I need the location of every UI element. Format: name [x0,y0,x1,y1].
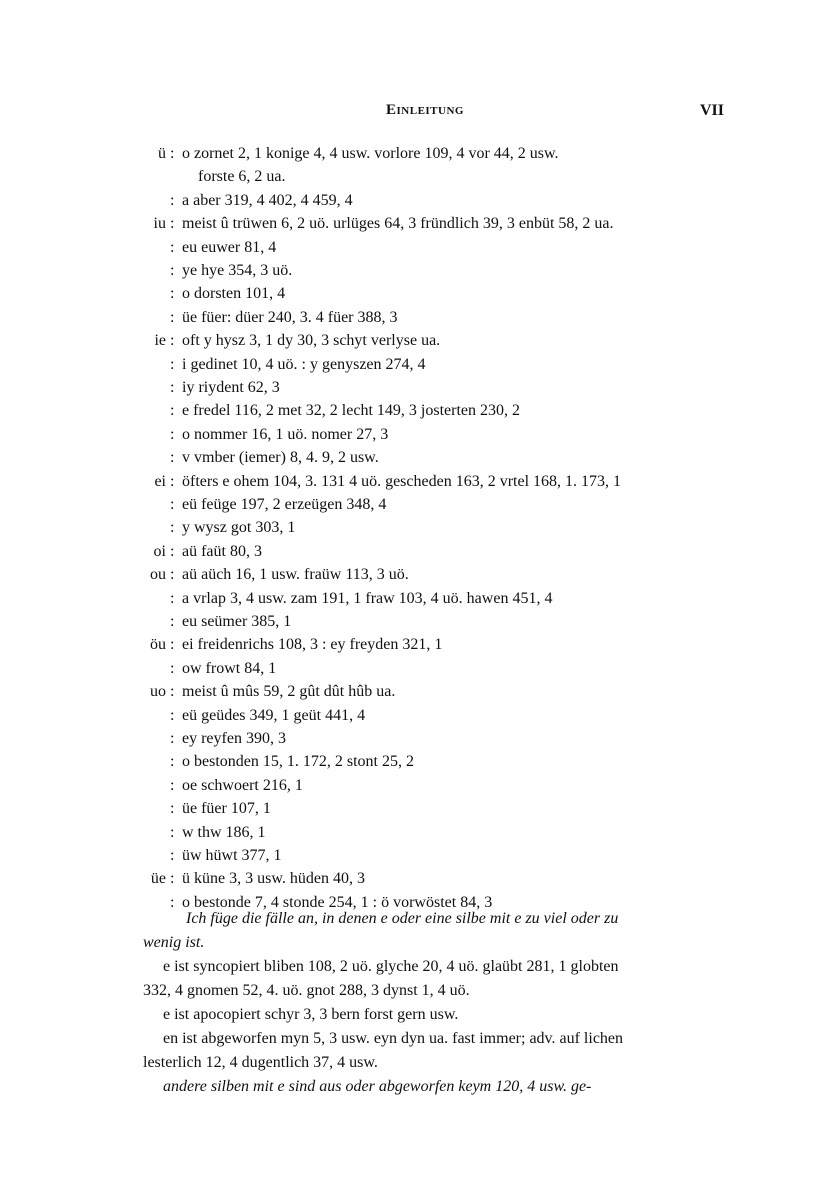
row-text: üe füer 107, 1 [182,800,271,818]
colon: : [170,893,175,911]
colon: : [170,800,175,818]
vowel-key: ü [158,145,166,162]
vowel-key: ei [154,472,166,490]
colon: : [170,542,175,560]
vowel-key: ou [150,566,166,584]
colon: : [170,636,175,654]
row-text: ü küne 3, 3 usw. hüden 40, 3 [182,870,365,888]
row-text: y wysz got 303, 1 [182,519,296,537]
colon: : [170,332,175,350]
colon: : [170,238,175,256]
row-text: ye hye 354, 3 uö. [182,262,293,279]
vowel-key: uo [150,683,166,701]
colon: : [170,496,175,513]
colon: : [170,285,175,303]
colon: : [170,425,175,443]
colon: : [170,776,175,794]
row-text: ow frowt 84, 1 [182,659,277,677]
row-text: e fredel 116, 2 met 32, 2 lecht 149, 3 josterten 230, 2 [182,402,520,420]
row-text: a vrlap 3, 4 usw. zam 191, 1 fraw 103, 4 uö. hawen 451, 4 [182,589,553,607]
colon: : [170,355,175,373]
row-text: forste 6, 2 ua. [198,168,286,186]
row-text: üw hüwt 377, 1 [182,847,282,864]
row-text: meist û trüwen 6, 2 uö. urlüges 64, 3 fründlich 39, 3 enbüt 58, 2 ua. [182,215,614,233]
row-text: o nommer 16, 1 uö. nomer 27, 3 [182,425,389,443]
colon: : [170,215,175,233]
colon: : [170,519,175,537]
colon: : [170,683,175,701]
paragraph-1-line-2: wenig ist. [143,934,205,951]
row-text: o dorsten 101, 4 [182,285,286,303]
colon: : [170,659,175,677]
colon: : [170,145,175,162]
colon: : [170,308,175,326]
colon: : [170,753,175,771]
colon: : [170,870,175,888]
row-text: eu seümer 385, 1 [182,613,292,630]
paragraph-3-line-1: e ist apocopiert schyr 3, 3 bern forst gern usw. [163,1006,459,1023]
vowel-key: iu [153,215,166,233]
row-text: eü geüdes 349, 1 geüt 441, 4 [182,706,366,724]
colon: : [170,589,175,607]
vowel-key: oi [153,542,166,560]
row-text: ei freidenrichs 108, 3 : ey freyden 321, 1 [182,636,443,654]
paragraph-4-line-1: en ist abgeworfen myn 5, 3 usw. eyn dyn ua. fast immer; adv. auf lichen [163,1030,624,1047]
row-text: meist û mûs 59, 2 gût dût hûb ua. [182,683,396,701]
row-text: oe schwoert 216, 1 [182,776,303,794]
vowel-key: ie [154,332,166,350]
row-text: eu euwer 81, 4 [182,238,277,256]
colon: : [170,823,175,841]
colon: : [170,730,175,747]
row-text: o zornet 2, 1 konige 4, 4 usw. vorlore 109, 4 vor 44, 2 usw. [182,145,559,162]
page-header [0,102,840,126]
vowel-key: öu [150,636,166,654]
colon: : [170,402,175,420]
colon: : [170,847,175,864]
row-text: w thw 186, 1 [182,823,266,841]
row-text: oft y hysz 3, 1 dy 30, 3 schyt verlyse ua. [182,332,441,350]
colon: : [170,706,175,724]
row-text: üe füer: düer 240, 3. 4 füer 388, 3 [182,308,398,326]
colon: : [170,449,175,467]
row-text: öfters e ohem 104, 3. 131 4 uö. gescheden 163, 2 vrtel 168, 1. 173, 1 [182,472,622,490]
page-number: VII [700,102,725,119]
row-text: i gedinet 10, 4 uö. : y genyszen 274, 4 [182,355,426,373]
colon: : [170,613,175,630]
colon: : [170,262,175,279]
row-text: a aber 319, 4 402, 4 459, 4 [182,191,353,209]
colon: : [170,472,175,490]
paragraph-2-line-1: e ist syncopiert bliben 108, 2 uö. glyche 20, 4 uö. glaübt 281, 1 globten [163,958,619,975]
vowel-key: üe [150,870,166,888]
row-text: eü feüge 197, 2 erzeügen 348, 4 [182,496,387,513]
colon: : [170,379,175,396]
row-text: ey reyfen 390, 3 [182,730,286,747]
row-text: aü faüt 80, 3 [182,542,262,560]
row-text: o bestonden 15, 1. 172, 2 stont 25, 2 [182,753,414,771]
running-title: Einleitung [386,102,464,118]
row-text: o bestonde 7, 4 stonde 254, 1 : ö vorwöstet 84, 3 [182,893,493,911]
paragraph-4-line-2: lesterlich 12, 4 dugentlich 37, 4 usw. [143,1054,378,1071]
paragraph-2-line-2: 332, 4 gnomen 52, 4. uö. gnot 288, 3 dynst 1, 4 uö. [143,982,470,999]
row-text: aü aüch 16, 1 usw. fraüw 113, 3 uö. [182,566,409,584]
colon: : [170,566,175,584]
paragraph-5-line-1: andere silben mit e sind aus oder abgeworfen keym 120, 4 usw. ge- [163,1078,592,1095]
paragraph-1-line-1: Ich füge die fälle an, in denen e oder eine silbe mit e zu viel oder zu [186,910,619,927]
colon: : [170,191,175,209]
row-text: iy riydent 62, 3 [182,379,280,396]
row-text: v vmber (iemer) 8, 4. 9, 2 usw. [182,449,379,467]
